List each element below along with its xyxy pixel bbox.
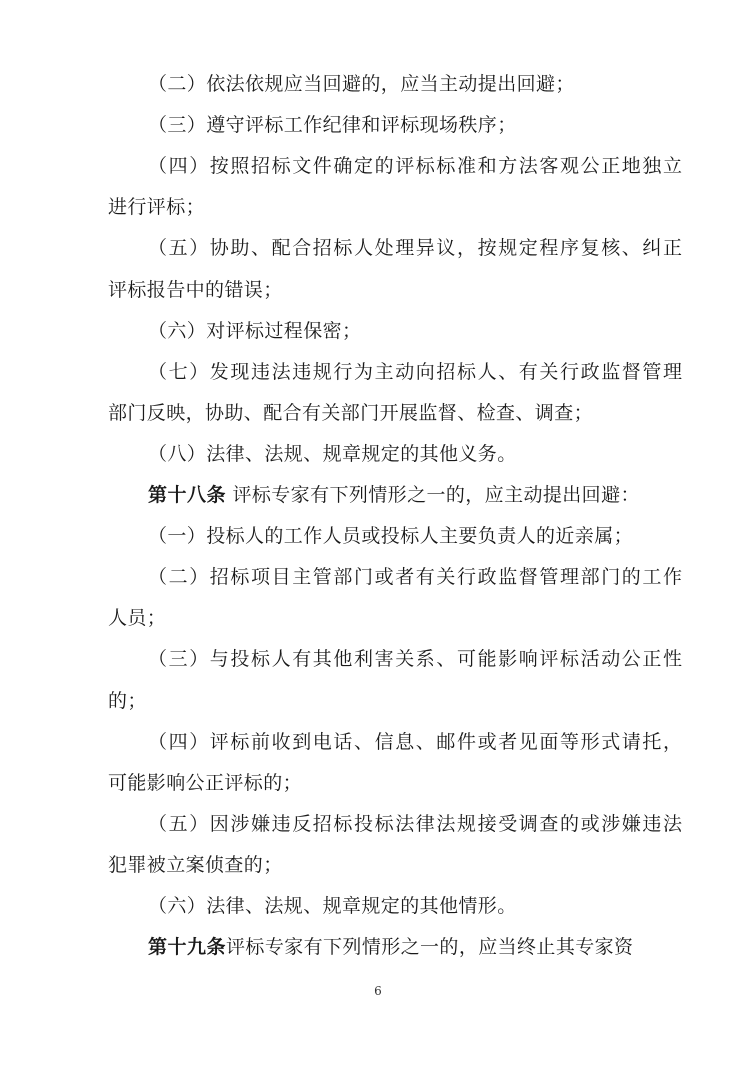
recusal-item-3-cont: 的； xyxy=(108,690,147,712)
recusal-item-2-cont: 人员； xyxy=(108,607,167,629)
duty-item-7-cont: 部门反映，协助、配合有关部门开展监督、检查、调查； xyxy=(108,402,594,424)
duty-item-6: （六）对评标过程保密； xyxy=(148,320,362,342)
recusal-item-4-cont: 可能影响公正评标的； xyxy=(108,772,303,794)
duty-item-8: （八）法律、法规、规章规定的其他义务。 xyxy=(148,443,517,465)
page-number: 6 xyxy=(374,984,382,998)
article-18-text: 评标专家有下列情形之一的，应主动提出回避： xyxy=(232,484,640,506)
duty-item-5-cont: 评标报告中的错误； xyxy=(108,279,283,301)
article-19 xyxy=(148,935,633,959)
recusal-item-2: （二）招标项目主管部门或者有关行政监督管理部门的工作 xyxy=(148,566,684,588)
recusal-item-4: （四）评标前收到电话、信息、邮件或者见面等形式请托， xyxy=(148,731,684,753)
article-18 xyxy=(148,483,640,507)
recusal-item-3: （三）与投标人有其他利害关系、可能影响评标活动公正性 xyxy=(148,648,684,670)
duty-item-4: （四）按照招标文件确定的评标标准和方法客观公正地独立 xyxy=(148,155,684,177)
duty-item-2: （二）依法依规应当回避的，应当主动提出回避； xyxy=(148,73,575,95)
duty-item-7: （七）发现违法违规行为主动向招标人、有关行政监督管理 xyxy=(148,361,684,383)
article-18-heading: 第十八条 xyxy=(148,484,227,506)
duty-item-4-cont: 进行评标； xyxy=(108,196,206,218)
recusal-item-6: （六）法律、法规、规章规定的其他情形。 xyxy=(148,895,517,917)
recusal-item-5-cont: 犯罪被立案侦查的； xyxy=(108,854,283,876)
duty-item-3: （三）遵守评标工作纪律和评标现场秩序； xyxy=(148,114,517,136)
recusal-item-5: （五）因涉嫌违反招标投标法律法规接受调查的或涉嫌违法 xyxy=(148,813,684,835)
recusal-item-1: （一）投标人的工作人员或投标人主要负责人的近亲属； xyxy=(148,525,634,547)
article-19-heading: 第十九条 xyxy=(148,936,227,958)
duty-item-5: （五）协助、配合招标人处理异议，按规定程序复核、纠正 xyxy=(148,237,684,259)
article-19-text: 评标专家有下列情形之一的，应当终止其专家资 xyxy=(226,936,634,958)
